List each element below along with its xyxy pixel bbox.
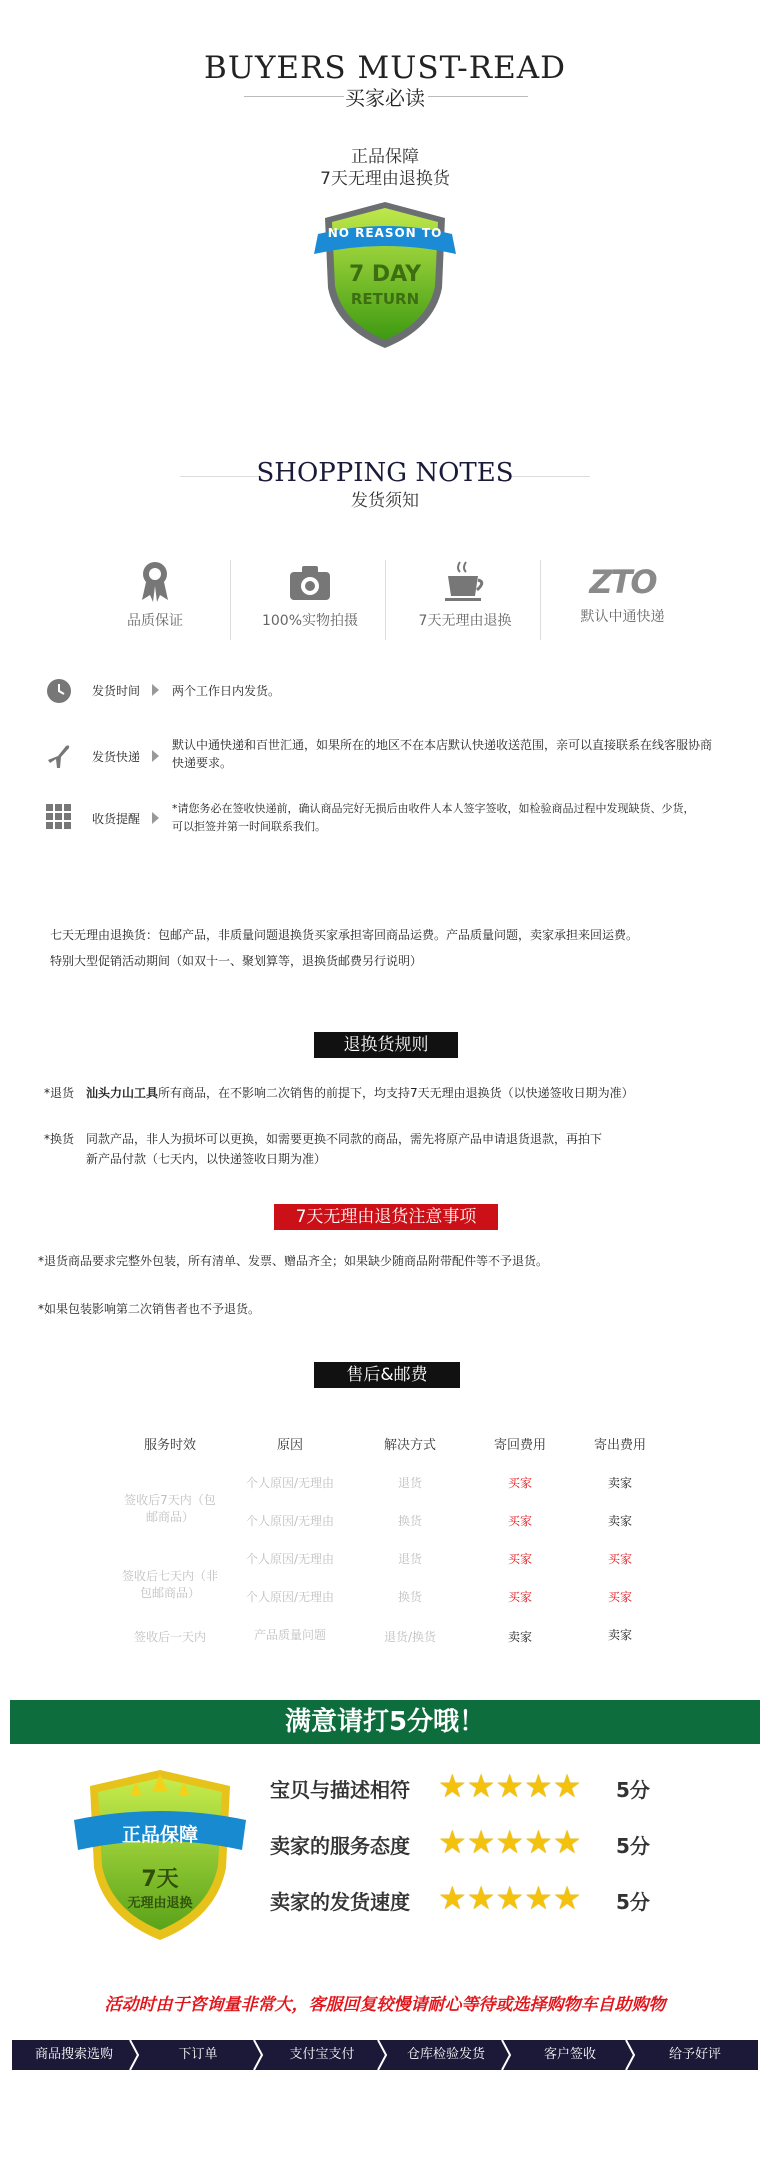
send-fee-cell: 买家: [607, 1590, 632, 1604]
store-name: 汕头力山工具: [86, 1086, 159, 1100]
step-item: 支付宝支付: [260, 2040, 384, 2070]
rules-banner: 退换货规则: [314, 1032, 458, 1058]
chevron-right-icon: [500, 2040, 512, 2070]
period-cell: 签收后7天内（包邮商品）: [124, 1493, 216, 1524]
star-icon: ★: [552, 1823, 582, 1861]
reason-cell: 个人原因/无理由: [245, 1514, 335, 1528]
reason-cell: 个人原因/无理由: [245, 1476, 335, 1490]
shield-big-text: 7 DAY: [348, 262, 422, 287]
return-fee-cell: 买家: [507, 1514, 532, 1528]
note-receipt: [46, 800, 726, 840]
reason-cell: 个人原因/无理由: [245, 1552, 335, 1566]
feature-zto: [545, 560, 700, 626]
guarantee-line2: 7天无理由退换货: [320, 169, 450, 189]
rating-score: 5分: [616, 1890, 650, 1914]
arrow-right-icon: [152, 750, 159, 762]
rating-row: [270, 1823, 670, 1866]
star-icon: ★: [466, 1823, 496, 1861]
aftersale-table: [110, 1434, 670, 1654]
return-label: *退货: [44, 1086, 75, 1100]
seven-day-return-shield: [310, 196, 460, 356]
rating-label: 卖家的发货速度: [270, 1890, 410, 1914]
step-item: 给予好评: [632, 2040, 758, 2070]
feature-quality: [80, 560, 230, 630]
chevron-right-icon: [252, 2040, 264, 2070]
star-icon: ★: [466, 1767, 496, 1805]
rating-row: [270, 1767, 670, 1810]
shield-ribbon-text: NO REASON TO: [327, 226, 443, 240]
aftersale-banner: 售后&邮费: [314, 1362, 460, 1388]
period-cell: 签收后七天内（非包邮商品）: [121, 1569, 218, 1600]
send-fee-cell: 卖家: [607, 1476, 632, 1490]
note-label: 发货快递: [92, 750, 141, 764]
shipping-title-zh: 发货须知: [351, 491, 419, 511]
method-cell: 换货: [397, 1514, 422, 1528]
genuine-badge: [70, 1758, 250, 1948]
return-policy-line1: 七天无理由退换货：包邮产品，非质量问题退换货买家承担寄回商品运费。产品质量问题，卖家承担来回运费。: [50, 928, 639, 942]
reason-cell: 个人原因/无理由: [245, 1590, 335, 1604]
star-icon: ★: [524, 1767, 553, 1805]
star-icon: ★: [495, 1767, 525, 1805]
step-item: 客户签收: [508, 2040, 632, 2070]
features-row: [80, 560, 700, 640]
badge-top-text: 正品保障: [121, 1824, 198, 1846]
buyers-title-zh: 买家必读: [345, 86, 425, 110]
send-fee-cell: 买家: [607, 1552, 632, 1566]
step-item: 下订单: [136, 2040, 260, 2070]
note-courier: [46, 736, 726, 776]
return-rule-text: 所有商品，在不影响二次销售的前提下，均支持7天无理由退换货（以快递签收日期为准）: [158, 1086, 634, 1100]
feature-divider: [385, 560, 386, 640]
exchange-label: *换货: [44, 1132, 75, 1146]
return-fee-cell: 买家: [507, 1590, 532, 1604]
star-icon: ★: [495, 1879, 525, 1917]
notice-line2: *如果包装影响第二次销售者也不予退货。: [38, 1302, 261, 1316]
note-label: 发货时间: [92, 684, 141, 698]
step-item: 商品搜索选购: [12, 2040, 136, 2070]
star-icon: ★: [495, 1823, 525, 1861]
star-rating: [438, 1879, 582, 1917]
star-icon: ★: [438, 1767, 467, 1805]
shield-small-text: RETURN: [350, 290, 420, 308]
coffee-cup-icon: [442, 560, 488, 604]
method-cell: 退货: [397, 1476, 422, 1490]
rating-label: 宝贝与描述相符: [270, 1778, 410, 1802]
star-icon: ★: [552, 1879, 582, 1917]
star-icon: ★: [524, 1879, 553, 1917]
return-fee-cell: 买家: [507, 1552, 532, 1566]
feature-label: 7天无理由退换: [418, 613, 512, 629]
note-ship-time: [46, 676, 726, 706]
note-text: 两个工作日内发货。: [172, 684, 281, 698]
rating-score: 5分: [616, 1834, 650, 1858]
award-ribbon-icon: [138, 560, 172, 604]
buyers-title-en: BUYERS MUST-READ: [204, 50, 566, 86]
feature-label: 品质保证: [127, 613, 183, 629]
busy-notice: 活动时由于咨询量非常大，客服回复较慢请耐心等待或选择购物车自助购物: [104, 1995, 666, 2015]
table-header: 服务时效: [143, 1438, 196, 1453]
return-policy-line2: 特别大型促销活动期间（如双十一、聚划算等，退换货邮费另行说明）: [50, 954, 423, 968]
feature-label: 100%实物拍摄: [261, 613, 359, 629]
clock-icon: [46, 678, 72, 704]
return-fee-cell: 卖家: [507, 1630, 532, 1644]
shipping-title-en: SHOPPING NOTES: [256, 458, 514, 488]
zto-logo: ZTO: [589, 563, 656, 601]
notice-line1: *退货商品要求完整外包装，所有清单、发票、赠品齐全；如果缺少随商品附带配件等不予退货。: [38, 1254, 549, 1268]
method-cell: 退货/换货: [383, 1630, 437, 1644]
step-item: 仓库检验发货: [384, 2040, 508, 2070]
method-cell: 退货: [397, 1552, 422, 1566]
guarantee-line1: 正品保障: [351, 147, 419, 167]
period-cell: 签收后一天内: [133, 1630, 206, 1644]
exchange-line1: 同款产品，非人为损坏可以更换，如需要更换不同款的商品，需先将原产品申请退货退款，再拍下: [86, 1132, 603, 1146]
reason-cell: 产品质量问题: [253, 1628, 326, 1642]
feature-divider: [230, 560, 231, 640]
star-icon: ★: [466, 1879, 496, 1917]
note-text: 默认中通快递和百世汇通，如果所在的地区不在本店默认快递收送范围，亲可以直接联系在线客服协商快递要求。: [172, 738, 713, 770]
send-fee-cell: 卖家: [607, 1628, 632, 1642]
arrow-right-icon: [152, 684, 159, 696]
chevron-right-icon: [624, 2040, 636, 2070]
table-header: 寄出费用: [593, 1438, 646, 1453]
arrow-right-icon: [152, 812, 159, 824]
rating-label: 卖家的服务态度: [270, 1834, 410, 1858]
star-rating: [438, 1767, 582, 1805]
rating-title-bar: 满意请打5分哦！: [10, 1700, 760, 1744]
notice-banner: 7天无理由退货注意事项: [274, 1204, 498, 1230]
return-fee-cell: 买家: [507, 1476, 532, 1490]
feature-photo: [235, 560, 385, 630]
return-rule: [86, 1084, 736, 1101]
badge-big-text: 7天: [141, 1867, 179, 1892]
star-icon: ★: [438, 1879, 467, 1917]
chevron-right-icon: [128, 2040, 140, 2070]
note-label: 收货提醒: [92, 812, 141, 826]
badge-small-text: 无理由退换: [127, 1896, 193, 1911]
feature-label: 默认中通快递: [580, 609, 665, 625]
rating-score: 5分: [616, 1778, 650, 1802]
feature-return: [390, 560, 540, 630]
star-icon: ★: [552, 1767, 582, 1805]
rating-row: [270, 1879, 670, 1922]
star-icon: ★: [438, 1823, 467, 1861]
feature-divider: [540, 560, 541, 640]
camera-icon: [287, 560, 333, 604]
grid-icon: [46, 804, 72, 830]
table-header: 寄回费用: [493, 1438, 546, 1453]
airplane-icon: [46, 742, 74, 770]
process-steps: [12, 2040, 758, 2070]
table-header: 原因: [276, 1438, 303, 1453]
star-rating: [438, 1823, 582, 1861]
star-icon: ★: [524, 1823, 553, 1861]
send-fee-cell: 卖家: [607, 1514, 632, 1528]
table-header: 解决方式: [383, 1438, 436, 1453]
method-cell: 换货: [397, 1590, 422, 1604]
note-text: *请您务必在签收快递前，确认商品完好无损后由收件人本人签字签收，如检验商品过程中发现缺货、少货，可以拒签并第一时间联系我们。: [172, 802, 695, 833]
exchange-line2: 新产品付款（七天内，以快递签收日期为准）: [86, 1152, 327, 1166]
chevron-right-icon: [376, 2040, 388, 2070]
